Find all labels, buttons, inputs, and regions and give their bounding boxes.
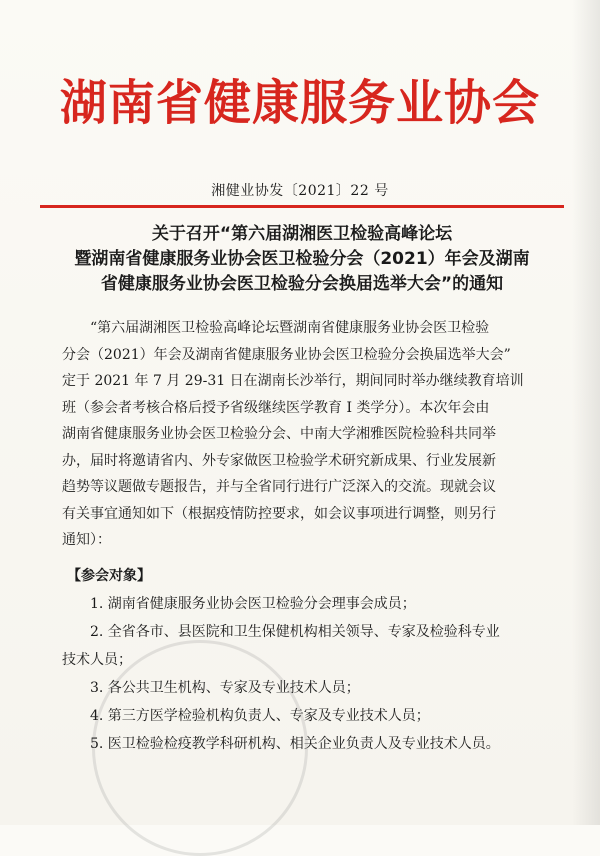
notice-title [40,222,564,297]
paragraph-line: 通知）： [62,532,111,548]
document-number: 湘健业协发〔2021〕22 号 [211,183,389,199]
title-line: 省健康服务业协会医卫检验分会换届选举大会”的通知 [100,274,504,294]
paragraph-line: 办，届时将邀请省内、外专家做医卫检验学术研究新成果、行业发展新 [62,452,496,469]
participant-item-continued: 技术人员； [62,652,132,668]
participant-item: 1. 湖南省健康服务业协会医卫检验分会理事会成员； [90,596,416,612]
faint-seal-mark [92,640,308,856]
participants-heading: 【参会对象】 [67,568,151,584]
page-edge-shadow [572,0,600,825]
participant-item: 5. 医卫检验检疫教学科研机构、相关企业负责人及专业技术人员。 [90,736,500,752]
paragraph-line: 有关事宜通知如下（根据疫情防控要求，如会议事项进行调整，则另行 [62,505,496,522]
red-divider-rule [40,205,564,208]
notice-body-paragraph [62,315,532,554]
paragraph-line: 班（参会者考核合格后授予省级继续医学教育 I 类学分）。本次年会由 [62,399,490,416]
paragraph-line: 湖南省健康服务业协会医卫检验分会、中南大学湘雅医院检验科共同举 [62,426,496,442]
title-line: 关于召开“第六届湖湘医卫检验高峰论坛 [151,224,453,244]
paragraph-line: 分会（2021）年会及湖南省健康服务业协会医卫检验分会换届选举大会” [62,346,511,363]
org-masthead: 湖南省健康服务业协会 [59,75,541,131]
paragraph-line: 趋势等议题做专题报告，并与全省同行进行广泛深入的交流。现就会议 [62,479,496,495]
title-line: 暨湖南省健康服务业协会医卫检验分会（2021）年会及湖南 [74,249,530,269]
paragraph-line: 定于 2021 年 7 月 29-31 日在湖南长沙举行，期间同时举办继续教育培训 [62,373,524,389]
participant-item: 3. 各公共卫生机构、专家及专业技术人员； [90,680,360,696]
participant-item: 4. 第三方医学检验机构负责人、专家及专业技术人员； [90,708,430,724]
participant-item: 2. 全省各市、县医院和卫生保健机构相关领导、专家及检验科专业 [90,624,500,640]
paragraph-line: “第六届湖湘医卫检验高峰论坛暨湖南省健康服务业协会医卫检验 [90,320,490,336]
